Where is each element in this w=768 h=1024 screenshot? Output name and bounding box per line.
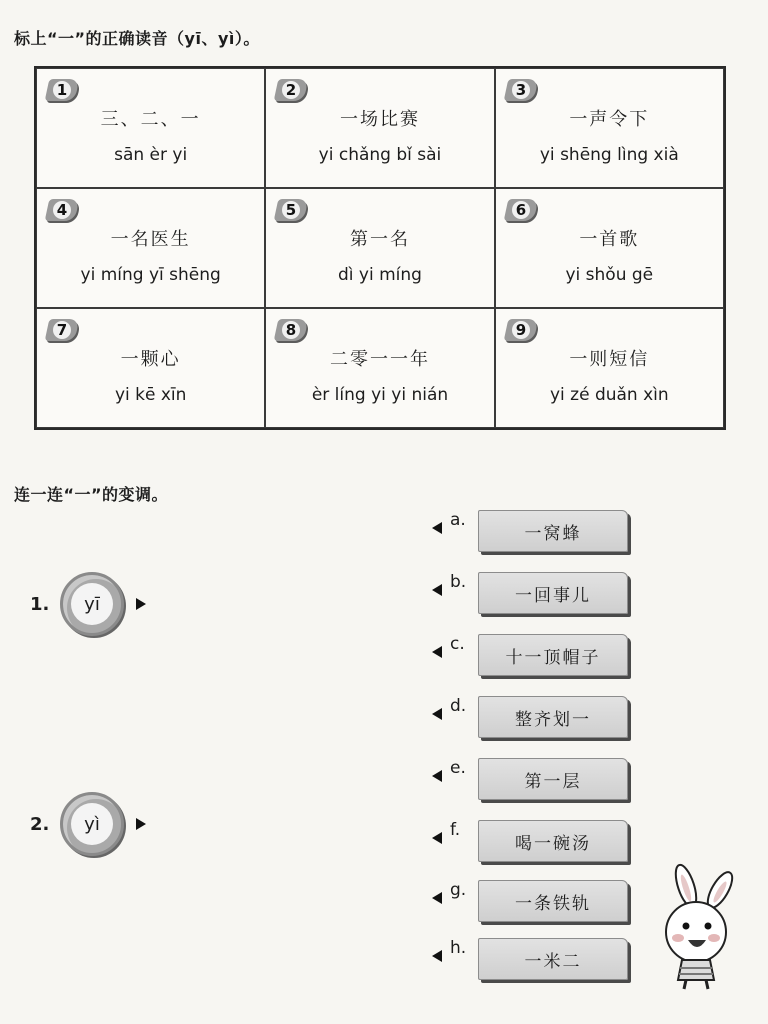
number-badge: 8 (274, 319, 309, 341)
number-badge: 7 (45, 319, 80, 341)
cell-hanzi: 一颗心 (120, 349, 181, 370)
arrow-left-icon (432, 522, 442, 534)
word-box[interactable]: 一窝蜂 (478, 510, 628, 552)
cell-hanzi: 一则短信 (569, 349, 650, 370)
word-letter: b. (450, 572, 467, 592)
tone-label: yī (71, 583, 113, 625)
word-box[interactable]: 整齐划一 (478, 696, 628, 738)
word-item-g (432, 876, 628, 922)
tone-item-1 (30, 572, 146, 636)
word-item-d (432, 692, 628, 738)
word-box[interactable]: 喝一碗汤 (478, 820, 628, 862)
grid-cell-7 (36, 308, 265, 428)
number-badge: 1 (45, 79, 80, 101)
word-item-b (432, 568, 628, 614)
arrow-left-icon (432, 646, 442, 658)
arrow-right-icon (136, 598, 146, 610)
grid-cell-8 (265, 308, 494, 428)
arrow-right-icon (136, 818, 146, 830)
word-letter: h. (450, 938, 467, 958)
tone-number: 1. (30, 593, 50, 615)
cell-hanzi: 二零一一年 (329, 349, 430, 370)
word-item-c (432, 630, 628, 676)
tone-label: yì (71, 803, 113, 845)
cell-hanzi: 第一名 (349, 229, 410, 250)
number-badge: 9 (503, 319, 538, 341)
number-badge: 6 (503, 199, 538, 221)
tone-circle[interactable] (60, 572, 124, 636)
word-letter: c. (450, 634, 465, 654)
cell-pinyin[interactable]: yi kē xīn (114, 385, 187, 405)
instruction-part1: 标上“一”的正确读音（yī、yì）。 (14, 29, 260, 48)
word-letter: d. (450, 696, 467, 716)
grid-cell-4 (36, 188, 265, 308)
tone-item-2 (30, 792, 146, 856)
cell-hanzi: 一声令下 (569, 109, 650, 130)
arrow-left-icon (432, 584, 442, 596)
arrow-left-icon (432, 892, 442, 904)
word-item-e (432, 754, 628, 800)
instruction-part2: 连一连“一”的变调。 (14, 485, 169, 504)
number-badge: 3 (503, 79, 538, 101)
cell-hanzi: 一首歌 (579, 229, 640, 250)
word-box[interactable]: 一回事儿 (478, 572, 628, 614)
word-letter: a. (450, 510, 466, 530)
cell-pinyin[interactable]: yi shǒu gē (565, 265, 654, 285)
word-box[interactable]: 一米二 (478, 938, 628, 980)
cell-pinyin[interactable]: yi míng yī shēng (80, 265, 221, 285)
cell-pinyin[interactable]: yi shēng lìng xià (539, 145, 679, 165)
cell-pinyin[interactable]: èr líng yi yi nián (311, 385, 449, 405)
word-letter: f. (450, 820, 461, 840)
grid-cell-2 (265, 68, 494, 188)
word-item-a (432, 506, 628, 552)
cell-hanzi: 三、二、一 (100, 109, 201, 130)
word-box[interactable]: 第一层 (478, 758, 628, 800)
number-badge: 4 (45, 199, 80, 221)
word-box[interactable]: 一条铁轨 (478, 880, 628, 922)
cell-pinyin[interactable]: dì yi míng (338, 265, 422, 285)
grid-cell-1 (36, 68, 265, 188)
cell-pinyin[interactable]: yi chǎng bǐ sài (318, 145, 442, 165)
word-letter: g. (450, 880, 467, 900)
number-badge: 5 (274, 199, 309, 221)
cell-pinyin[interactable]: sān èr yi (114, 145, 188, 165)
cell-hanzi: 一场比赛 (339, 109, 420, 130)
word-item-h (432, 934, 628, 980)
grid-cell-9 (495, 308, 724, 428)
word-item-f (432, 816, 628, 862)
tone-circle[interactable] (60, 792, 124, 856)
pinyin-grid (34, 66, 726, 430)
grid-cell-3 (495, 68, 724, 188)
word-box[interactable]: 十一顶帽子 (478, 634, 628, 676)
bunny-icon (648, 862, 760, 992)
tone-number: 2. (30, 813, 50, 835)
cell-hanzi: 一名医生 (110, 229, 191, 250)
word-letter: e. (450, 758, 466, 778)
number-badge: 2 (274, 79, 309, 101)
arrow-left-icon (432, 950, 442, 962)
cell-pinyin[interactable]: yi zé duǎn xìn (549, 385, 669, 405)
arrow-left-icon (432, 832, 442, 844)
grid-cell-6 (495, 188, 724, 308)
arrow-left-icon (432, 770, 442, 782)
grid-cell-5 (265, 188, 494, 308)
arrow-left-icon (432, 708, 442, 720)
